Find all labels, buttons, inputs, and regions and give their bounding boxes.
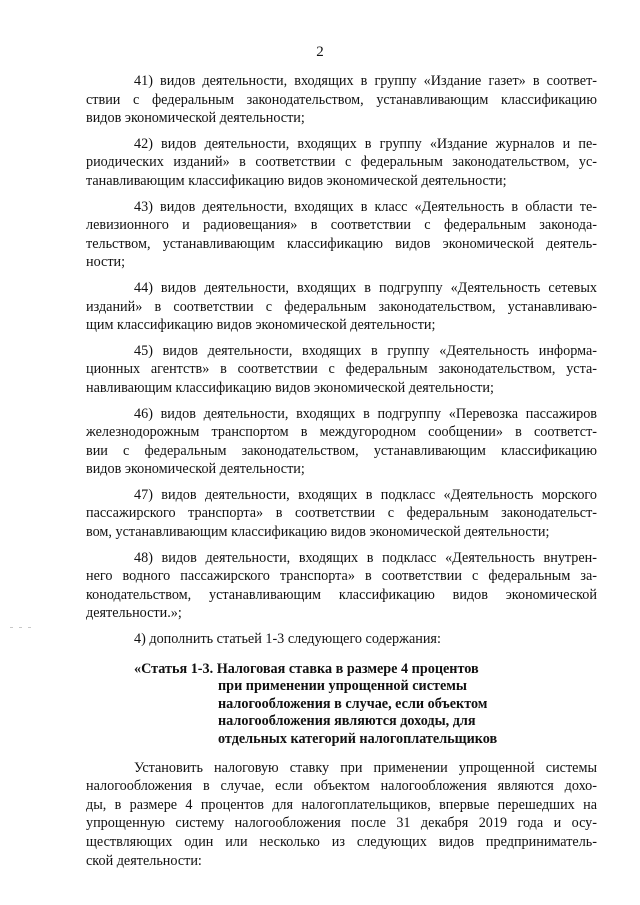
article-title-line: налогообложения в случае, если объектом [218,695,488,712]
margin-mark [10,615,90,623]
text-line: ционных агентств» в соответствии с федеральным законодательством, уста- [86,361,597,378]
document-body [86,72,597,877]
text-line: 44) видов деятельности, входящих в подгруппу «Деятельность сетевых [134,279,597,296]
article-heading [86,661,597,749]
text-line: левизионного и радиовещания» в соответствии с федеральным законода- [86,217,597,234]
text-line: вом, устанавливающим классификацию видов экономической деятельности; [86,524,550,541]
list-item-4: 4) дополнить статьей 1-3 следующего содержания: [134,631,441,648]
text-line: пассажирского транспорта» в соответствии с федеральным законодательст- [86,505,597,522]
article-title-line: «Статья 1-3. Налоговая ставка в размере 4 процентов [134,660,479,677]
text-line: видов экономической деятельности; [86,110,305,127]
text-line: навливающим классификацию видов экономической деятельности; [86,379,494,396]
text-line: ществляющих один или несколько из следующих видов предприниматель- [86,833,597,850]
text-line: 42) видов деятельности, входящих в группу «Издание журналов и пе- [134,135,597,152]
list-item-41 [86,72,597,128]
text-line: Установить налоговую ставку при применении упрощенной системы [134,759,597,776]
text-line: видов экономической деятельности; [86,461,305,478]
list-item-45 [86,342,597,398]
article-title-line: отдельных категорий налогоплательщиков [218,731,498,747]
text-line: ности; [86,254,126,271]
text-line: ской деятельности: [86,852,202,869]
article-title-line: при применении упрощенной системы [218,678,467,695]
text-line: щим классификацию видов экономической деятельности; [86,317,436,334]
text-line: железнодорожным транспортом в междугородном сообщении» в соответст- [86,424,597,441]
text-line: 48) видов деятельности, входящих в подкласс «Деятельность внутрен- [134,549,597,566]
list-item-46 [86,405,597,479]
text-line: него водного пассажирского транспорта» в соответствии с федеральным за- [86,568,597,585]
text-line: тельством, устанавливающим классификацию видов экономической деятель- [86,235,597,252]
list-item-43 [86,198,597,272]
text-line: упрощенную систему налогообложения после 31 декабря 2019 года и осу- [86,815,597,832]
list-item-48 [86,549,597,623]
list-item-42 [86,135,597,191]
text-line: риодических изданий» в соответствии с федеральным законодательством, ус- [86,154,597,171]
text-line: вии с федеральным законодательством, устанавливающим классификацию [86,442,597,459]
article-title-line: налогообложения являются доходы, для [218,713,476,730]
list-item-47 [86,486,597,542]
text-line: 46) видов деятельности, входящих в подгруппу «Перевозка пассажиров [134,405,597,422]
text-line: деятельности.»; [86,605,182,622]
list-item-44 [86,279,597,335]
text-line: изданий» в соответствии с федеральным законодательством, устанавливаю- [86,298,597,315]
text-line: 43) видов деятельности, входящих в класс «Деятельность в области те- [134,198,597,215]
text-line: ды, в размере 4 процентов для налогоплательщиков, впервые перешедших на [86,796,597,813]
text-line: налогообложения в случае, если объектом налогообложения являются дохо- [86,778,597,795]
text-line: ствии с федеральным законодательством, устанавливающим классификацию [86,91,597,108]
page-number: 2 [316,44,324,60]
text-line: танавливающим классификацию видов экономической деятельности; [86,172,507,189]
text-line: 45) видов деятельности, входящих в группу «Деятельность информа- [134,342,597,359]
text-line: 47) видов деятельности, входящих в подкласс «Деятельность морского [134,486,597,503]
text-line: конодательством, устанавливающим классификацию видов экономической [86,586,597,603]
article-body [86,759,597,871]
text-line: 41) видов деятельности, входящих в группу «Издание газет» в соответ- [134,73,597,89]
